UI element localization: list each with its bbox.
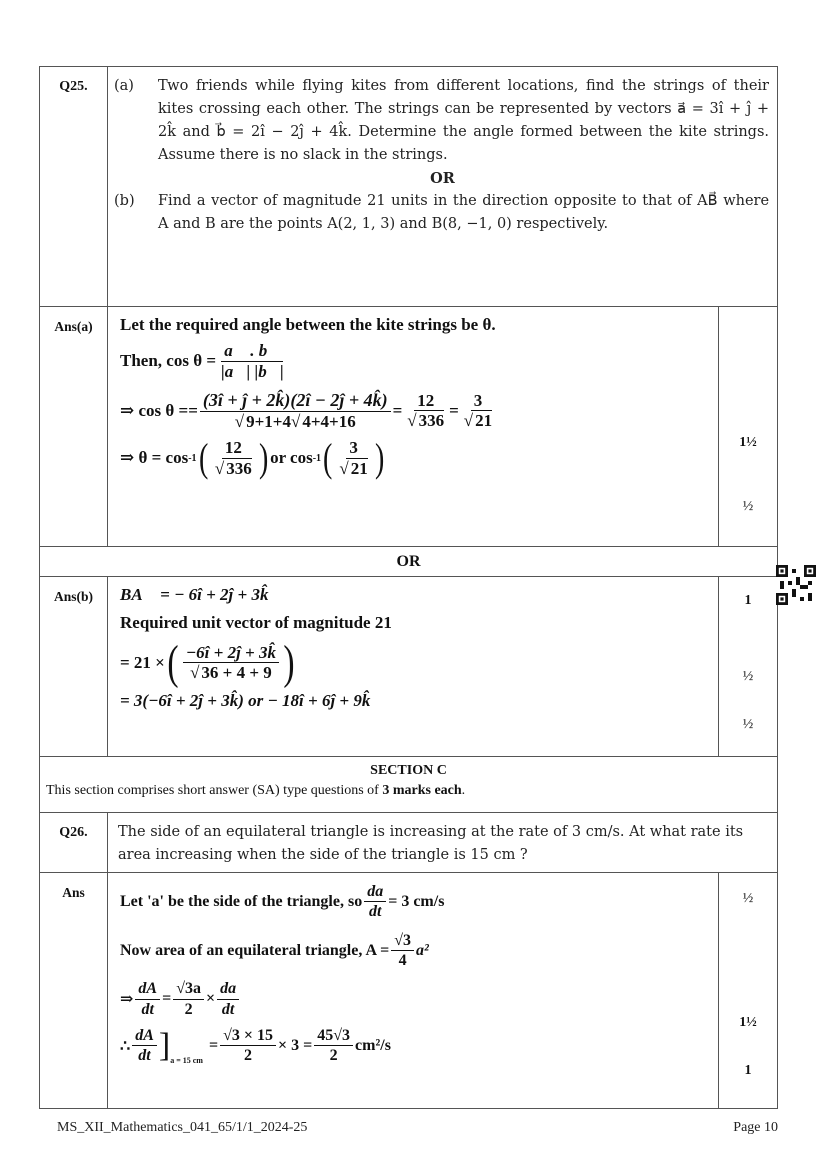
marks-column [718,873,777,1109]
question-part-a: (a) Two friends while flying kites from different locations, find the strings of their kites crossing each other. The strings can be represented by vectors a⃗ = 3î + ĵ + 2k̂ and b⃗ = 2î − 2ĵ + 4k̂. Determine the angle formed between the kite strings. Assume there is no slack in the strings. [114,78,770,163]
marks-value: 1½ [739,435,757,450]
answer-body: BA⃗ = − 6î + 2ĵ + 3k̂ Required unit vector of magnitude 21 = 21 × ( $\frac{-6î + 2ĵ + 3k̂}{√ 36 + 4 + 9}$ ) = 3(−6î + 2ĵ + 3k̂) or − 18î + 6ĵ + 9k̂ [108,577,719,757]
page-number: Page 10 [733,1120,778,1135]
document-code: MS_XII_Mathematics_041_65/1/1_2024-25 [57,1120,308,1135]
or-separator: OR [430,170,455,187]
question-text [108,67,778,307]
marks-value: 1½ [739,1015,757,1030]
qr-code-icon [776,565,816,605]
marking-scheme-table [39,66,778,1109]
answer-row-b [40,577,778,757]
or-row: OR [40,547,778,577]
marks-value: ½ [742,499,754,514]
answer-label: Ans [40,873,108,1109]
question-number: Q26. [40,813,108,873]
page-footer [57,1120,778,1136]
marks-value: ½ [742,669,754,684]
section-header-row [40,757,778,813]
marks-value: ½ [742,717,754,732]
question-row-q25 [40,67,778,307]
answer-row-q26 [40,873,778,1109]
question-part-b: (b) Find a vector of magnitude 21 units in the direction opposite to that of AB⃗ where A and B are the points A(2, 1, 3) and B(8, −1, 0) respectively. [114,193,770,232]
section-title: SECTION C [370,763,447,778]
answer-body: Let 'a' be the side of the triangle, so $\frac{da}{dt}$ = 3 cm/s Now area of an equilateral triangle, A = $\frac{√3}{4}$ a² ⇒ $\frac{dA}{dt}$ = $\frac{√3a}{2}$ × $\frac{da}{dt}$ ∴ $\frac{dA}{dt}$ ] a = 15 cm = $\frac{√3 \times 15}{2}$ × 3 = $\frac{45√3}{2}$ cm²/s [108,873,719,1109]
question-text: The side of an equilateral triangle is increasing at the rate of 3 cm/s. At what rate its area increasing when the side of the triangle is 15 cm ? [108,813,778,873]
marks-value: 1 [744,1063,752,1078]
answer-body: Let the required angle between the kite strings be θ. Then, cos θ = $\frac{a⃗ . b⃗}{|a⃗| |b⃗|}$ ⇒ cos θ == $\frac{(3î + ĵ + 2k̂)(2î - 2ĵ + 4k̂)}{√ 9+1+4√ 4+4+16}$ = $\frac{12}{√ 336}$ = $\frac{3}{√ 21}$ ⇒ θ = cos -1 ( $\frac{12}{√ 336}$ ) or cos -1 ( $\frac{3}{√ 21}$ ) [108,307,719,547]
answer-label: Ans(b) [40,577,108,757]
marks-value: 1 [744,593,752,608]
marks-column [718,577,777,757]
answer-row-a [40,307,778,547]
section-description: This section comprises short answer (SA) type questions of 3 marks each. [46,783,466,798]
question-row-q26 [40,813,778,873]
marks-value: ½ [742,891,754,906]
question-number: Q25. [40,67,108,307]
marking-scheme-page [39,66,778,1109]
marks-column [718,307,777,547]
answer-label: Ans(a) [40,307,108,547]
